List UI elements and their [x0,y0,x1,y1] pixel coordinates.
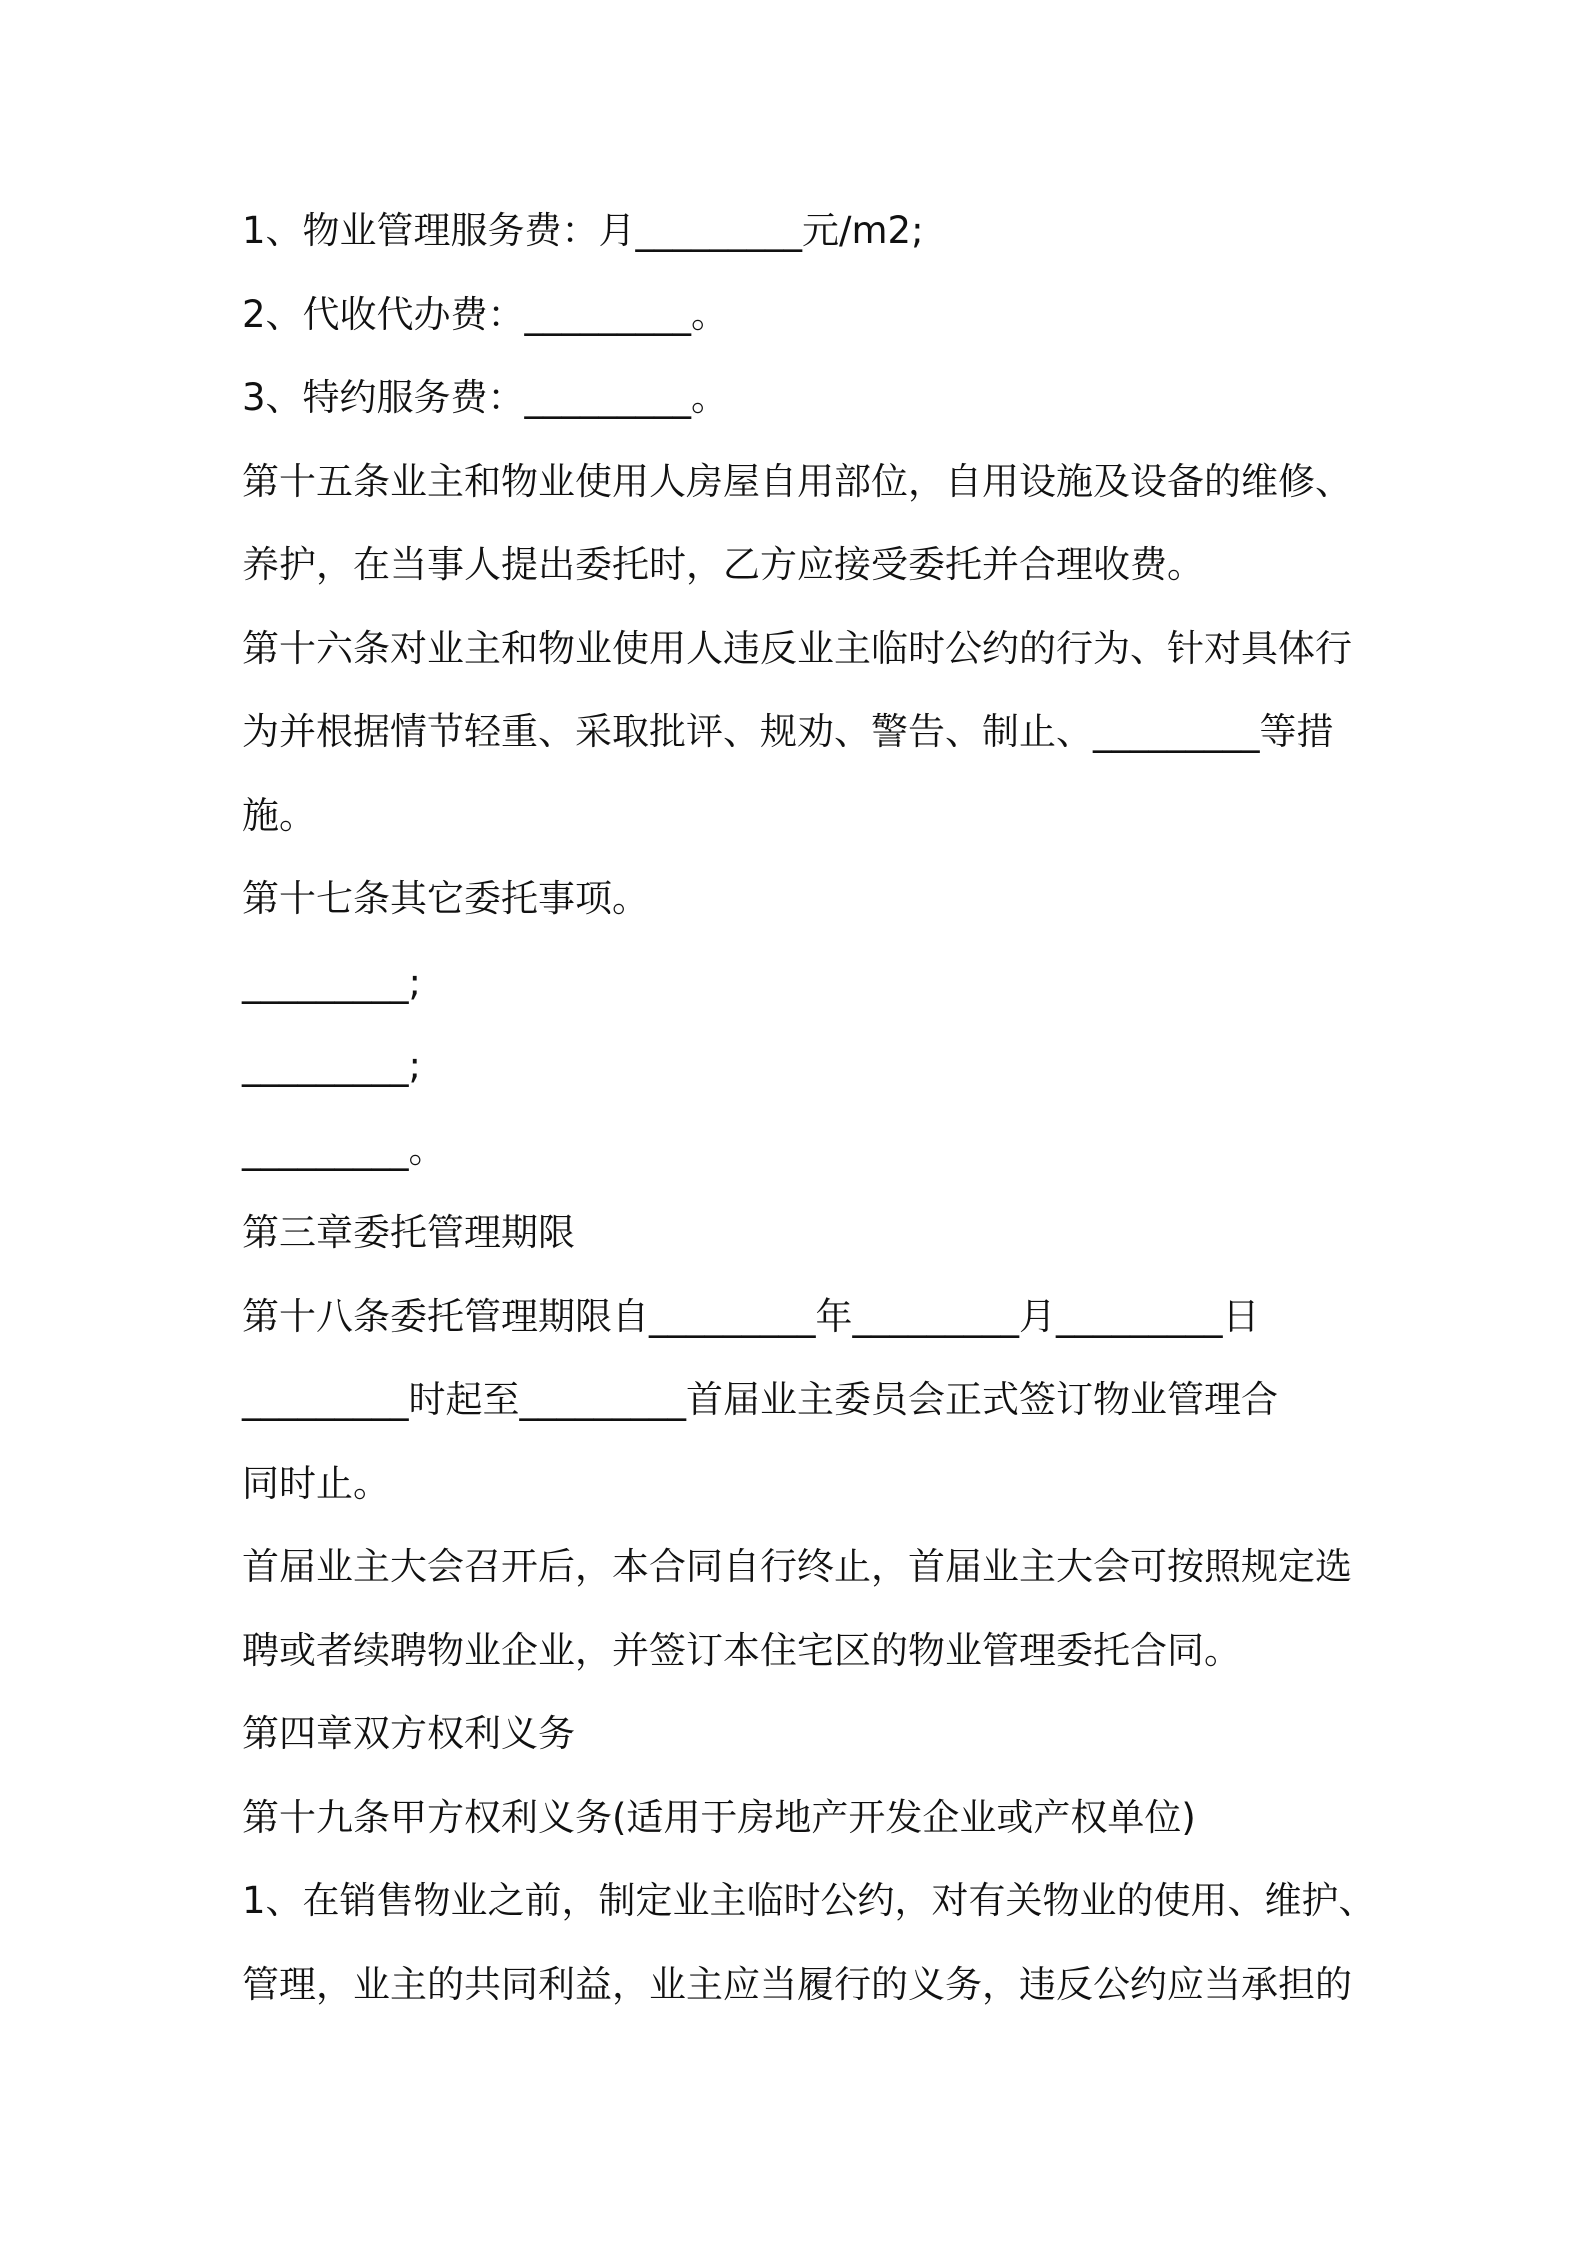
article-18-line-1: 第十八条委托管理期限自_________年_________月_________日 [242,1295,1260,1338]
blank-item-1: _________; [242,961,421,1004]
article-16-line-3: 施。 [242,794,316,837]
article-16-line-2: 为并根据情节轻重、采取批评、规劝、警告、制止、_________等措 [242,710,1334,753]
chapter-4-heading: 第四章双方权利义务 [242,1712,575,1755]
article-19-item-1-line-2: 管理，业主的共同利益，业主应当履行的义务，违反公约应当承担的 [242,1963,1352,2006]
article-15-line-2: 养护，在当事人提出委托时，乙方应接受委托并合理收费。 [242,543,1204,586]
article-19-heading: 第十九条甲方权利义务(适用于房地产开发企业或产权单位) [242,1796,1196,1839]
blank-item-2: _________; [242,1044,421,1087]
fee-item-1: 1、物业管理服务费：月_________元/m2; [242,209,924,252]
fee-item-3: 3、特约服务费：_________。 [242,376,729,419]
article-16-line-1: 第十六条对业主和物业使用人违反业主临时公约的行为、针对具体行 [242,627,1352,670]
fee-item-2: 2、代收代办费：_________。 [242,293,729,336]
chapter-3-heading: 第三章委托管理期限 [242,1211,575,1254]
blank-item-3: _________。 [242,1128,446,1171]
article-19-item-1-line-1: 1、在销售物业之前，制定业主临时公约，对有关物业的使用、维护、 [242,1879,1376,1922]
article-15-line-1: 第十五条业主和物业使用人房屋自用部位，自用设施及设备的维修、 [242,460,1352,503]
paragraph-line-2: 聘或者续聘物业企业，并签订本住宅区的物业管理委托合同。 [242,1629,1241,1672]
article-18-line-3: 同时止。 [242,1462,390,1505]
article-18-line-2: _________时起至_________首届业主委员会正式签订物业管理合 [242,1378,1278,1421]
article-17-heading: 第十七条其它委托事项。 [242,877,649,920]
paragraph-line-1: 首届业主大会召开后，本合同自行终止，首届业主大会可按照规定选 [242,1545,1352,1588]
